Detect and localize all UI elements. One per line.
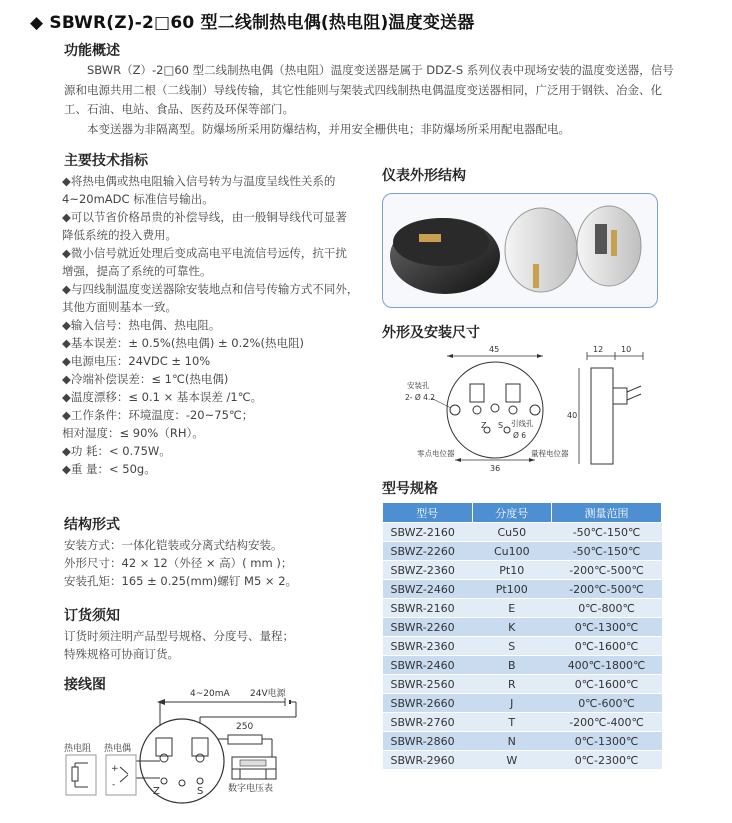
terminal-z: Z — [153, 786, 160, 797]
spec-line: ◆微小信号就近处理后变成高电平电流信号远传，抗干扰 — [62, 246, 347, 260]
table-cell: Pt10 — [472, 561, 552, 580]
table-cell: 400℃-1800℃ — [552, 656, 662, 675]
table-row — [383, 523, 662, 542]
ordering-line: 订货时须注明产品型号规格、分度号、量程； — [64, 629, 294, 643]
span-pot-label: 量程电位器 — [531, 449, 569, 458]
table-row — [383, 580, 662, 599]
tc-plus: + — [111, 764, 119, 774]
table-cell: B — [472, 656, 552, 675]
structure-line: 外形尺寸：42 × 12（外径 × 高）( mm )； — [64, 556, 293, 570]
dim-10: 10 — [621, 345, 632, 354]
spec-line: ◆可以节省价格昂贵的补偿导线，由一般铜导线代可显著 — [62, 210, 347, 224]
spec-line: ◆与四线制温度变送器除安装地点和信号传输方式不同外， — [62, 282, 359, 296]
dimensions-heading: 外形及安装尺寸 — [382, 325, 480, 341]
table-cell: 0℃-1600℃ — [552, 675, 662, 694]
table-cell: S — [472, 637, 552, 656]
hole-label: 安装孔 — [407, 381, 430, 390]
spec-line: 其他方面则基本一致。 — [62, 300, 177, 314]
product-photo — [382, 193, 658, 308]
table-row — [383, 618, 662, 637]
table-row — [383, 599, 662, 618]
power-label: 24V电源 — [250, 689, 286, 699]
ordering-heading: 订货须知 — [64, 608, 120, 624]
spec-line: 降低系统的投入费用。 — [62, 228, 177, 242]
structure-line: 安装孔矩：165 ± 0.25(mm)螺钉 M5 × 2。 — [64, 574, 298, 588]
wiring-heading: 接线图 — [64, 677, 106, 693]
table-cell: 0℃-2300℃ — [552, 751, 662, 770]
dim-s: S — [498, 421, 504, 430]
tc-label: 热电偶 — [104, 744, 132, 754]
table-cell: SBWR-2960 — [383, 751, 473, 770]
appearance-heading: 仪表外形结构 — [382, 168, 466, 184]
table-cell: SBWZ-2260 — [383, 542, 473, 561]
structure-list — [64, 536, 297, 590]
specs-list — [62, 172, 372, 478]
table-cell: SBWR-2260 — [383, 618, 473, 637]
table-cell: Cu50 — [472, 523, 552, 542]
table-cell: E — [472, 599, 552, 618]
wiring-diagram — [60, 683, 320, 818]
lead-label: 引线孔 — [511, 419, 534, 428]
spec-line: 增强，提高了系统的可靠性。 — [62, 264, 212, 278]
table-cell: J — [472, 694, 552, 713]
table-row — [383, 637, 662, 656]
model-table — [382, 502, 662, 770]
dimensions-drawing — [395, 338, 665, 473]
table-cell: SBWZ-2460 — [383, 580, 473, 599]
model-table-header — [383, 503, 662, 523]
spec-line: ◆工作条件：环境温度：-20~75℃； — [62, 408, 254, 422]
terminal-s: S — [197, 786, 204, 797]
table-cell: N — [472, 732, 552, 751]
dim-45: 45 — [489, 345, 500, 354]
ordering-line: 特殊规格可协商订货。 — [64, 647, 179, 661]
table-cell: -200℃-500℃ — [552, 561, 662, 580]
meter-label: 数字电压表 — [228, 784, 274, 794]
spec-line: 相对湿度：≤ 90%（RH）。 — [62, 426, 204, 440]
table-row — [383, 694, 662, 713]
table-cell: SBWR-2660 — [383, 694, 473, 713]
spec-line: ◆冷端补偿误差：≤ 1℃(热电偶) — [62, 372, 229, 386]
overview-heading: 功能概述 — [64, 43, 120, 59]
table-cell: -50℃-150℃ — [552, 542, 662, 561]
table-row — [383, 713, 662, 732]
spec-line: ◆重 量：< 50g。 — [62, 462, 156, 476]
resistor-label: 250 — [236, 722, 254, 732]
column-header: 测量范围 — [552, 503, 662, 523]
table-cell: SBWZ-2360 — [383, 561, 473, 580]
table-cell: SBWR-2460 — [383, 656, 473, 675]
table-cell: SBWZ-2160 — [383, 523, 473, 542]
table-row — [383, 656, 662, 675]
dim-z: Z — [481, 421, 487, 430]
table-cell: 0℃-1600℃ — [552, 637, 662, 656]
table-cell: K — [472, 618, 552, 637]
structure-line: 安装方式：一体化铠装或分离式结构安装。 — [64, 538, 283, 552]
dim-40: 40 — [567, 411, 578, 420]
table-cell: SBWR-2160 — [383, 599, 473, 618]
table-row — [383, 751, 662, 770]
overview-paragraph-1: SBWR（Z）-2□60 型二线制热电偶（热电阻）温度变送器是属于 DDZ-S 系列仪表中现场安装的温度变送器，信号源和电源共用二根（二线制）导线传输，其它性能则与架装式四线制热电偶温度变送器相同，广泛用于钢铁、冶金、化工、石油、电站、食品、医药及环保等部门。 — [64, 63, 674, 116]
zero-pot-label: 零点电位器 — [417, 449, 455, 458]
structure-heading: 结构形式 — [64, 517, 120, 533]
models-heading: 型号规格 — [382, 481, 438, 497]
table-cell: 0℃-1300℃ — [552, 732, 662, 751]
ordering-list — [64, 627, 294, 663]
table-cell: Cu100 — [472, 542, 552, 561]
table-cell: 0℃-1300℃ — [552, 618, 662, 637]
rtd-label: 热电阻 — [64, 744, 92, 754]
column-header: 分度号 — [472, 503, 552, 523]
specs-heading: 主要技术指标 — [64, 153, 148, 169]
table-cell: SBWR-2860 — [383, 732, 473, 751]
table-cell: 0℃-600℃ — [552, 694, 662, 713]
spec-line: ◆功 耗：< 0.75W。 — [62, 444, 171, 458]
column-header: 型号 — [383, 503, 473, 523]
table-cell: -200℃-500℃ — [552, 580, 662, 599]
spec-line: ◆温度漂移：≤ 0.1 × 基本误差 /1℃。 — [62, 390, 263, 404]
table-cell: -50℃-150℃ — [552, 523, 662, 542]
page-title: ◆ SBWR(Z)-2□60 型二线制热电偶(热电阻)温度变送器 — [30, 13, 475, 33]
dim-12: 12 — [593, 345, 604, 354]
table-cell: SBWR-2560 — [383, 675, 473, 694]
table-cell: T — [472, 713, 552, 732]
lead-spec: Ø 6 — [513, 431, 527, 440]
current-label: 4~20mA — [190, 689, 230, 699]
tc-minus: - — [112, 780, 116, 790]
table-cell: W — [472, 751, 552, 770]
dim-36: 36 — [490, 464, 501, 473]
overview-paragraph-2: 本变送器为非隔离型。防爆场所采用防爆结构，并用安全栅供电；非防爆场所采用配电器配电。 — [87, 122, 570, 136]
spec-line: ◆基本误差：± 0.5%(热电偶) ± 0.2%(热电阻) — [62, 336, 304, 350]
table-cell: Pt100 — [472, 580, 552, 599]
table-cell: R — [472, 675, 552, 694]
table-cell: SBWR-2360 — [383, 637, 473, 656]
transmitter-photo-illustration — [383, 194, 657, 307]
hole-spec: 2- Ø 4.2 — [405, 393, 436, 402]
spec-line: ◆将热电偶或热电阻输入信号转为与温度呈线性关系的 — [62, 174, 336, 188]
table-cell: SBWR-2760 — [383, 713, 473, 732]
table-row — [383, 675, 662, 694]
table-row — [383, 732, 662, 751]
table-row — [383, 542, 662, 561]
table-cell: 0℃-800℃ — [552, 599, 662, 618]
table-row — [383, 561, 662, 580]
spec-line: 4~20mADC 标准信号输出。 — [62, 192, 214, 206]
table-cell: -200℃-400℃ — [552, 713, 662, 732]
spec-line: ◆电源电压：24VDC ± 10% — [62, 354, 211, 368]
spec-line: ◆输入信号：热电偶、热电阻。 — [62, 318, 221, 332]
